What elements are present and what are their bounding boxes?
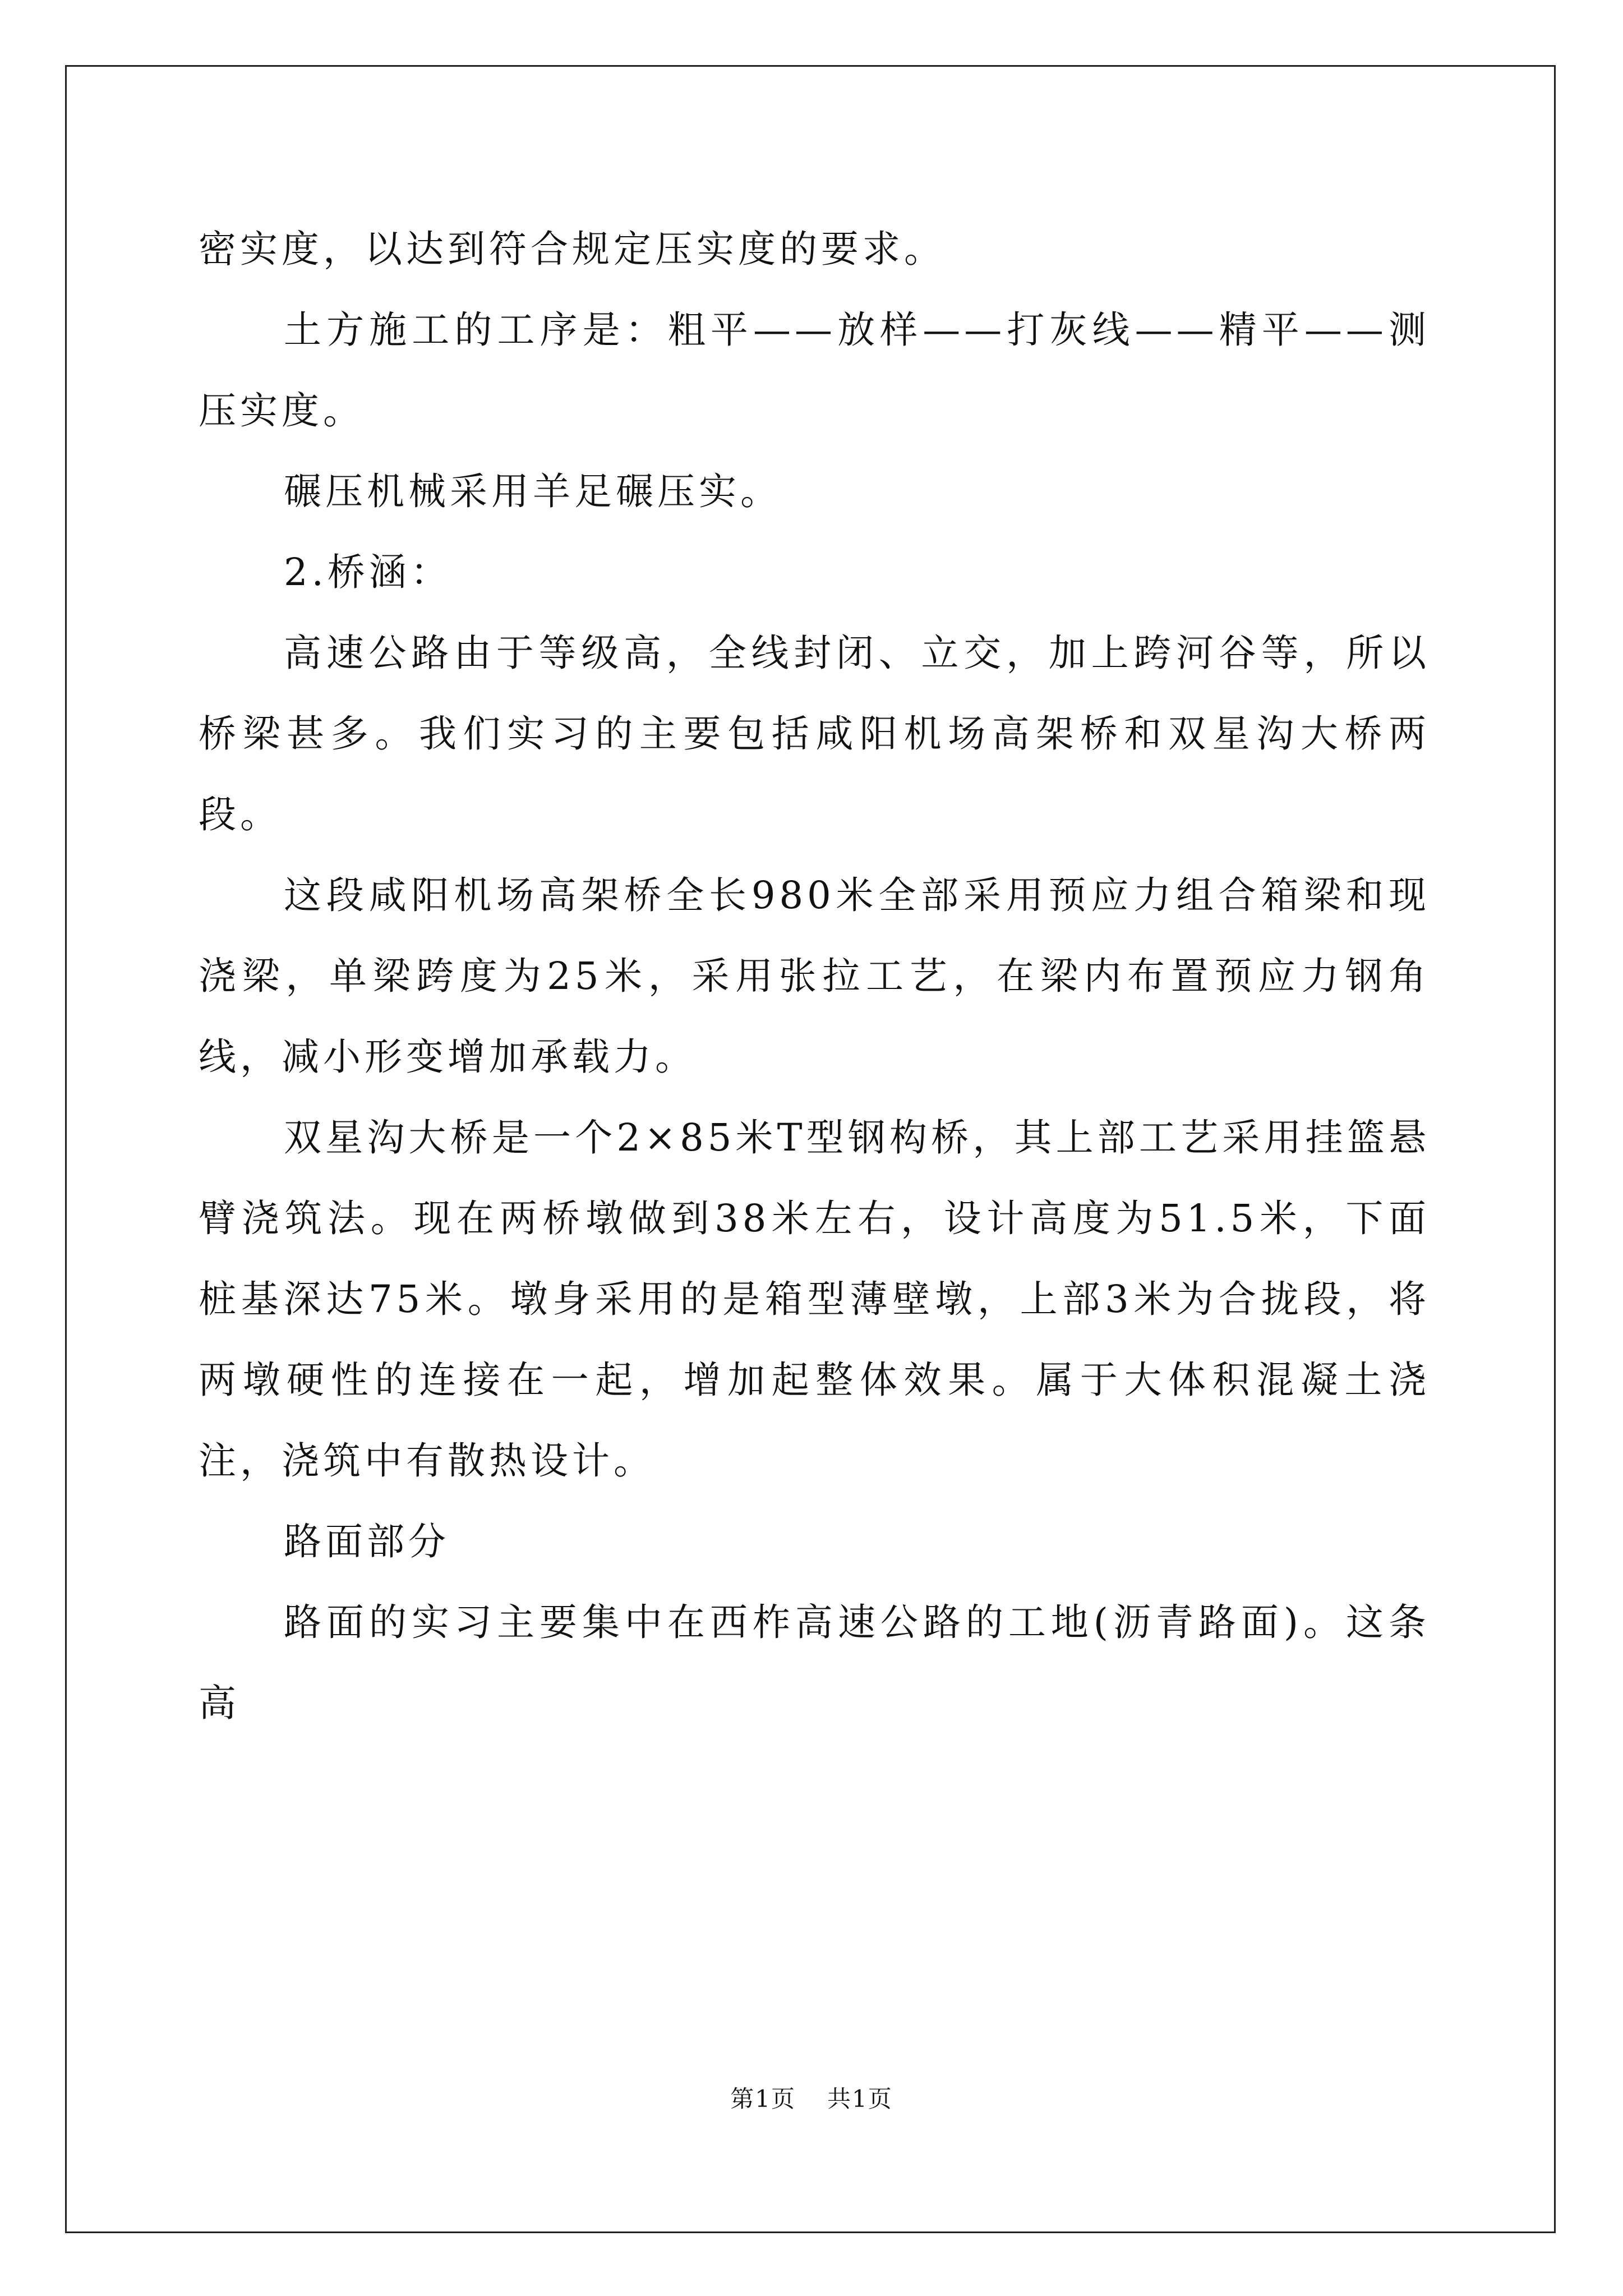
paragraph: 这段咸阳机场高架桥全长980米全部采用预应力组合箱梁和现浇梁，单梁跨度为25米，采用张拉工艺，在梁内布置预应力钢角线，减小形变增加承载力。	[199, 873, 1430, 1079]
paragraph: 碾压机械采用羊足碾压实。	[284, 470, 782, 513]
paragraph: 高速公路由于等级高，全线封闭、立交，加上跨河谷等，所以桥梁甚多。我们实习的主要包括咸阳机场高架桥和双星沟大桥两段。	[199, 631, 1430, 836]
section-heading: 2.桥涵：	[284, 550, 452, 594]
section-heading: 路面部分	[284, 1520, 450, 1563]
paragraph: 密实度，以达到符合规定压实度的要求。	[199, 227, 946, 271]
paragraph: 双星沟大桥是一个2×85米T型钢构桥，其上部工艺采用挂篮悬臂浇筑法。现在两桥墩做到38米左右，设计高度为51.5米，下面桩基深达75米。墩身采用的是箱型薄壁墩，上部3米为合拢段，将两墩硬性的连接在一起，增加起整体效果。属于大体积混凝土浇注，浇筑中有散热设计。	[199, 1116, 1430, 1483]
document-body	[199, 209, 1430, 1743]
page-footer	[0, 2082, 1623, 2116]
page-number: 第1页	[730, 2085, 796, 2113]
page-total: 共1页	[827, 2085, 893, 2113]
paragraph: 土方施工的工序是：粗平——放样——打灰线——精平——测压实度。	[199, 308, 1430, 432]
paragraph: 路面的实习主要集中在西柞高速公路的工地(沥青路面)。这条高	[199, 1600, 1430, 1725]
